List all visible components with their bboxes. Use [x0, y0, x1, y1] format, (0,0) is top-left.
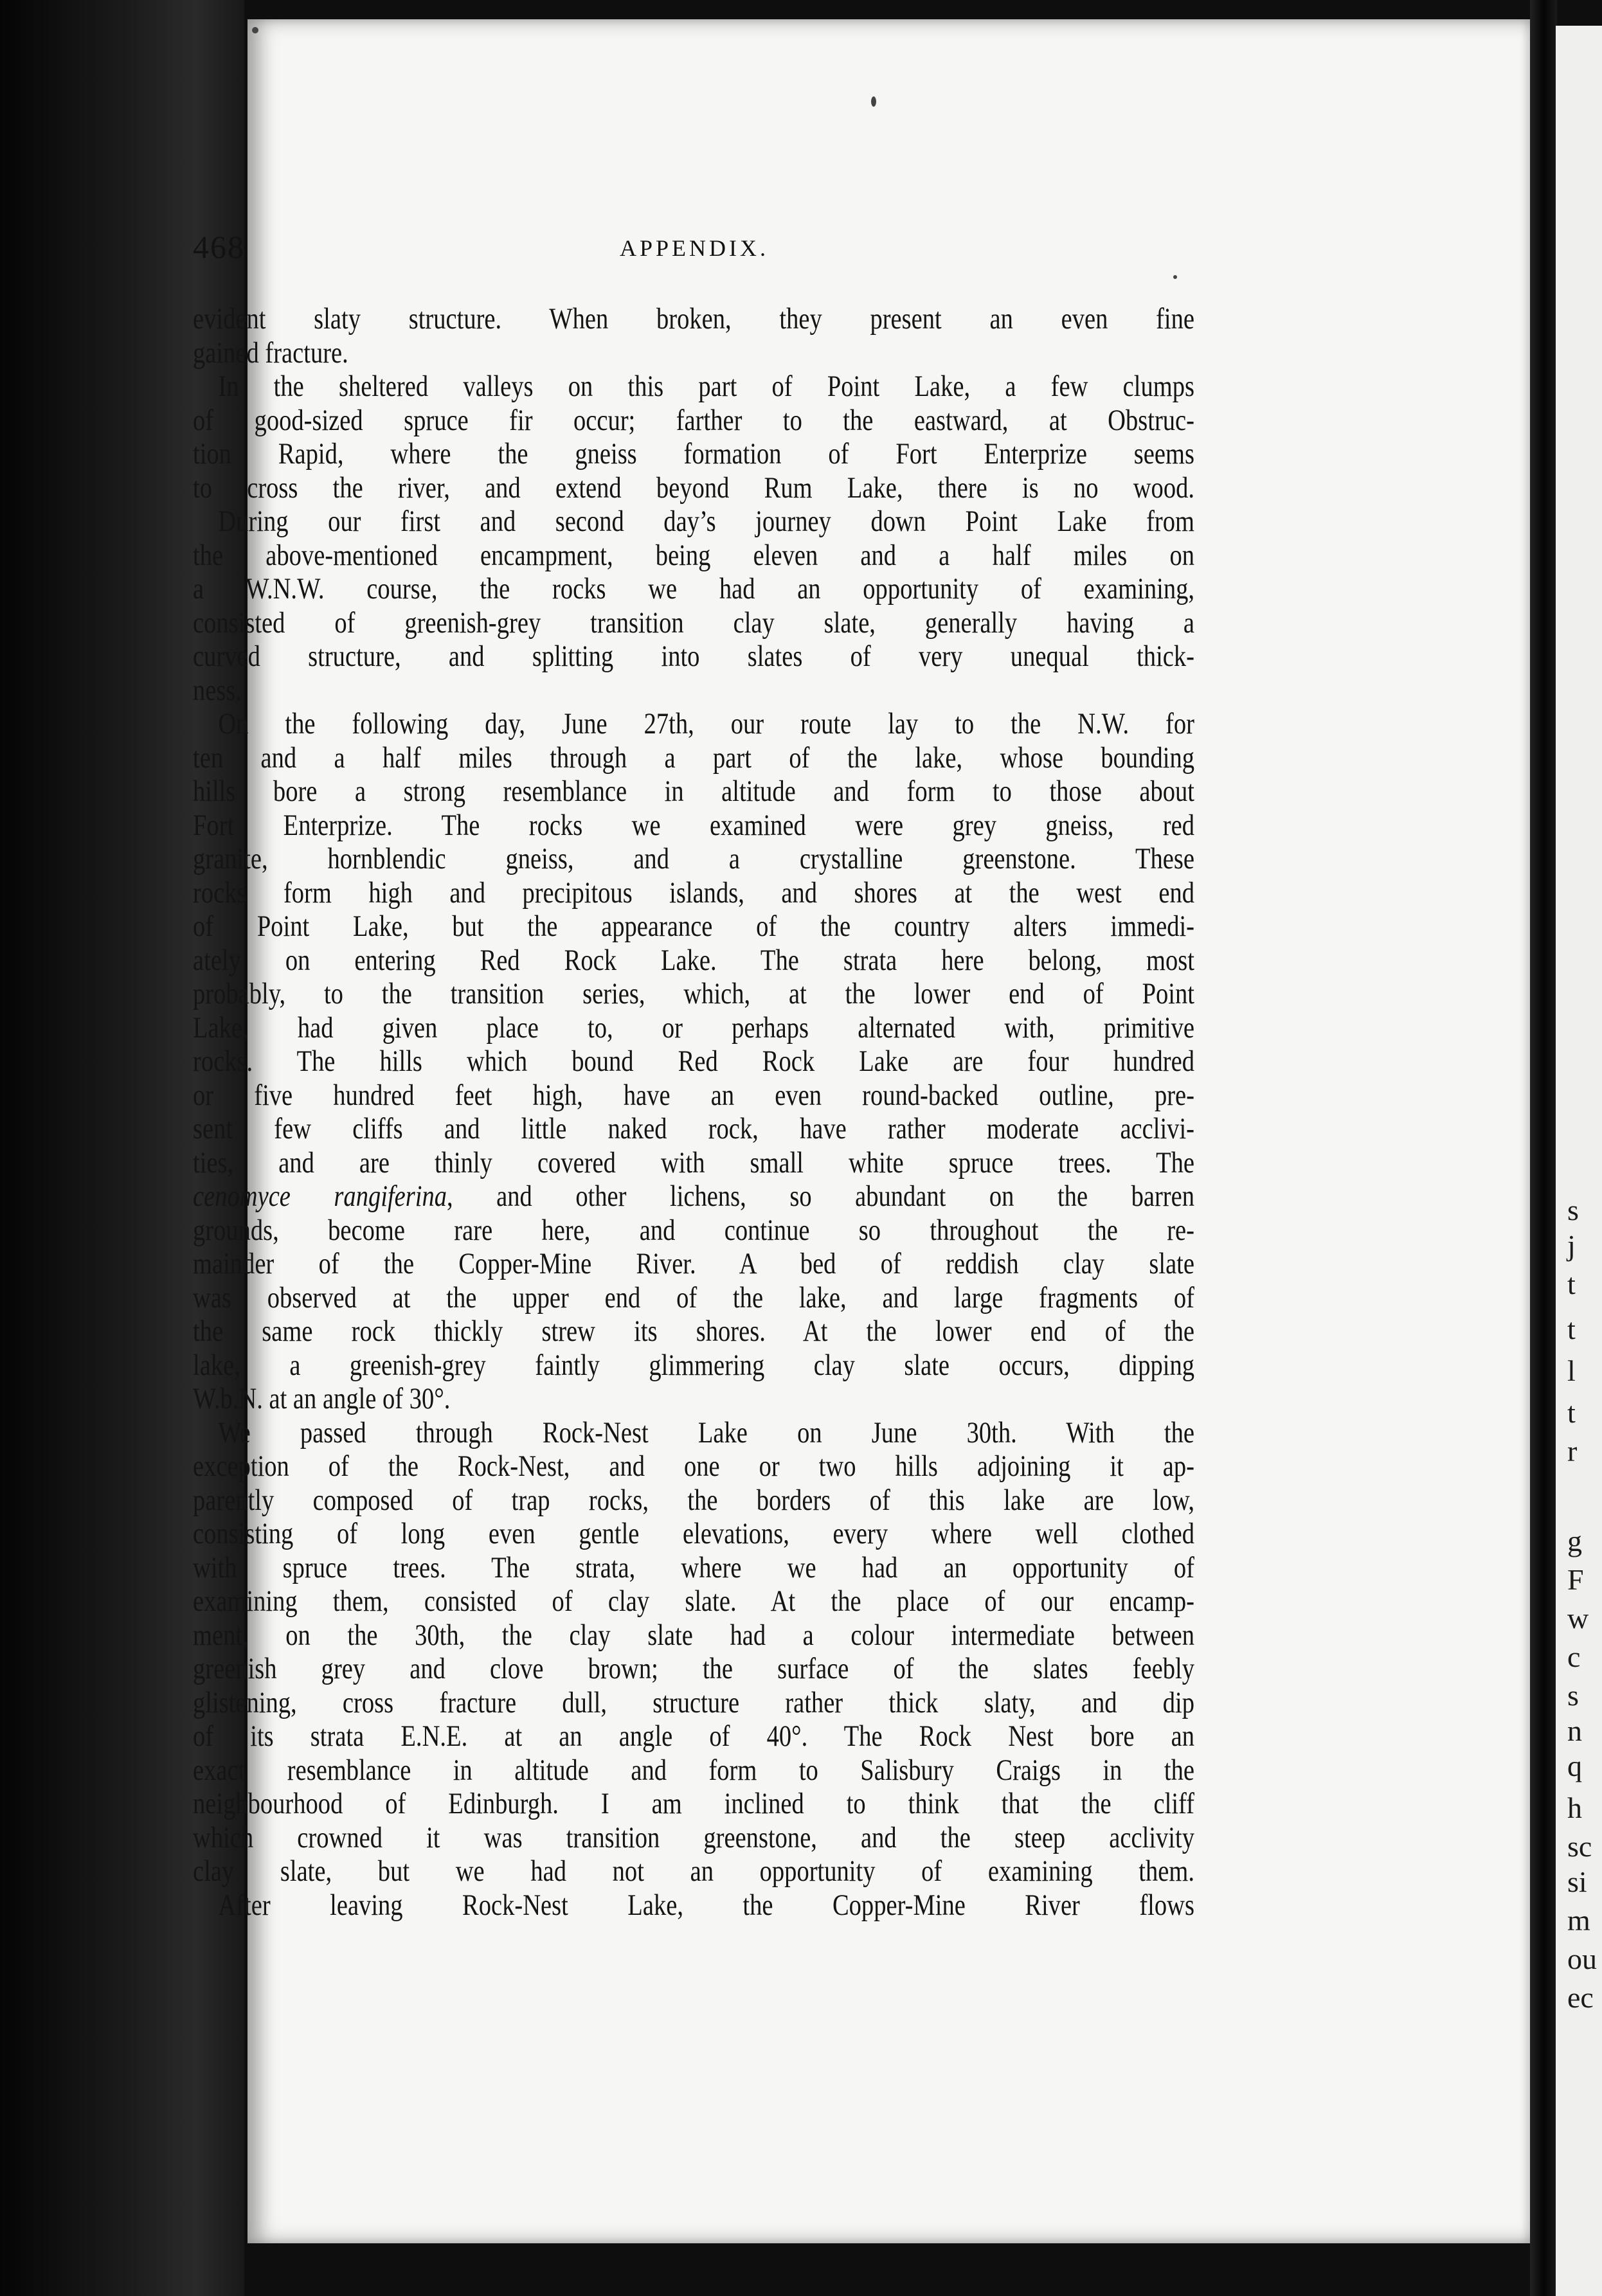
text-line: grounds, become rare here, and continue so throughout the re- [193, 1213, 1194, 1247]
text-line: of good-sized spruce fir occur; farther to the eastward, at Obstruc- [193, 403, 1194, 437]
facing-page-fragment: m [1567, 1904, 1590, 1937]
text-line: granite, hornblendic gneiss, and a crystalline greenstone. These [193, 842, 1194, 875]
text-line: In the sheltered valleys on this part of Point Lake, a few clumps [218, 370, 1194, 403]
text-line: to cross the river, and extend beyond Rum Lake, there is no wood. [193, 471, 1194, 505]
text-line: with spruce trees. The strata, where we had an opportunity of [193, 1550, 1194, 1584]
facing-page-fragment: h [1567, 1791, 1582, 1824]
text-line: clay slate, but we had not an opportunity of examining them. [193, 1854, 1194, 1888]
text-line: After leaving Rock-Nest Lake, the Copper-Mine River flows [218, 1888, 1194, 1922]
text-line: parently composed of trap rocks, the borders of this lake are low, [193, 1483, 1194, 1517]
text-line: rocks form high and precipitous islands, and shores at the west end [193, 875, 1194, 910]
text-line: evident slaty structure. When broken, they present an even fine [193, 302, 1194, 336]
text-line: exception of the Rock-Nest, and one or two hills adjoining it ap- [193, 1449, 1194, 1483]
text-line: sent few cliffs and little naked rock, have rather moderate acclivi- [193, 1112, 1194, 1145]
text-line: consisted of greenish-grey transition clay slate, generally having a [193, 605, 1194, 640]
text-line: tion Rapid, where the gneiss formation of Fort Enterprize seems [193, 437, 1194, 471]
text-line: greenish grey and clove brown; the surface of the slates feebly [193, 1652, 1194, 1685]
text-line: of its strata E.N.E. at an angle of 40°. The Rock Nest bore an [193, 1719, 1194, 1753]
book-gutter [1530, 0, 1557, 2296]
facing-page-fragment: n [1567, 1714, 1582, 1747]
facing-page-fragment: j [1567, 1229, 1576, 1262]
text-line: ties, and are thinly covered with small white spruce trees. The [193, 1145, 1194, 1179]
facing-page-fragment: F [1567, 1563, 1584, 1596]
text-line: the above-mentioned encampment, being eleven and a half miles on [193, 538, 1194, 572]
facing-page-fragment: ou [1567, 1942, 1597, 1975]
text-line: ment, on the 30th, the clay slate had a colour intermediate between [193, 1618, 1194, 1652]
facing-page-fragment: t [1567, 1396, 1576, 1429]
facing-page-fragment: r [1567, 1435, 1578, 1467]
facing-page-fragment: ec [1567, 1981, 1594, 2014]
facing-page-fragment: s [1567, 1679, 1579, 1712]
text-line: or five hundred feet high, have an even round-backed outline, pre- [193, 1078, 1194, 1112]
facing-page-fragment: l [1567, 1354, 1576, 1387]
facing-page-fragment: g [1567, 1525, 1582, 1557]
text-line: neighbourhood of Edinburgh. I am inclined to think that the cliff [193, 1787, 1194, 1820]
text-line: Lake, had given place to, or perhaps alternated with, primitive [193, 1010, 1194, 1045]
scan-speck [1173, 275, 1177, 279]
facing-page-fragment: t [1567, 1268, 1576, 1300]
facing-page-fragment: t [1567, 1313, 1576, 1345]
italic-species-name: cenomyce rangiferina [193, 1179, 447, 1213]
text-line: hills bore a strong resemblance in altitude and form to those about [193, 775, 1194, 808]
text-line: exact resemblance in altitude and form to Salisbury Craigs in the [193, 1753, 1194, 1787]
text-line: a W.N.W. course, the rocks we had an opportunity of examining, [193, 572, 1194, 605]
text-line: lake, a greenish-grey faintly glimmering clay slate occurs, dipping [193, 1348, 1194, 1382]
page-number: 468 [193, 229, 245, 265]
text-line: gained fracture. [193, 336, 348, 370]
facing-page-fragment: si [1567, 1865, 1587, 1898]
page-header [193, 228, 1196, 280]
text-line: W.b.N. at an angle of 30°. [193, 1382, 451, 1415]
text-line: curved structure, and splitting into slates of very unequal thick- [193, 640, 1194, 673]
facing-page-edge [1556, 26, 1602, 2296]
text-line: examining them, consisted of clay slate. At the place of our encamp- [193, 1584, 1194, 1618]
facing-page-fragment: sc [1567, 1830, 1592, 1863]
scan-speck [252, 27, 258, 33]
scan-speck [871, 96, 876, 107]
facing-page-fragment: w [1567, 1602, 1589, 1635]
page-body-text [193, 302, 1194, 1922]
text-line: Fort Enterprize. The rocks we examined were grey gneiss, red [193, 808, 1194, 842]
text-line: cenomyce rangiferina, and other lichens, so abundant on the barren [193, 1179, 1194, 1213]
running-head: APPENDIX. [619, 235, 769, 261]
facing-page-fragment: q [1567, 1750, 1582, 1782]
text-line: of Point Lake, but the appearance of the country alters immedi- [193, 910, 1194, 943]
text-line: mainder of the Copper-Mine River. A bed of reddish clay slate [193, 1247, 1194, 1280]
text-line: glistening, cross fracture dull, structure rather thick slaty, and dip [193, 1685, 1194, 1719]
facing-page-fragment: s [1567, 1194, 1579, 1226]
text-line: which crowned it was transition greenstone, and the steep acclivity [193, 1820, 1194, 1854]
text-line: rocks. The hills which bound Red Rock Lake are four hundred [193, 1045, 1194, 1078]
facing-page-fragment: c [1567, 1640, 1581, 1673]
text-line: We passed through Rock-Nest Lake on June 30th. With the [218, 1415, 1194, 1449]
text-line: consisting of long even gentle elevations, every where well clothed [193, 1517, 1194, 1550]
text-line: probably, to the transition series, which, at the lower end of Point [193, 977, 1194, 1010]
text-line: was observed at the upper end of the lake, and large fragments of [193, 1280, 1194, 1314]
text-line: During our first and second day’s journey down Point Lake from [218, 505, 1194, 538]
text-line: On the following day, June 27th, our route lay to the N.W. for [218, 707, 1194, 740]
text-line: ness. [193, 673, 242, 707]
text-line: ately on entering Red Rock Lake. The strata here belong, most [193, 943, 1194, 977]
text-line: the same rock thickly strew its shores. At the lower end of the [193, 1314, 1194, 1348]
text-line: ten and a half miles through a part of the lake, whose bounding [193, 740, 1194, 775]
